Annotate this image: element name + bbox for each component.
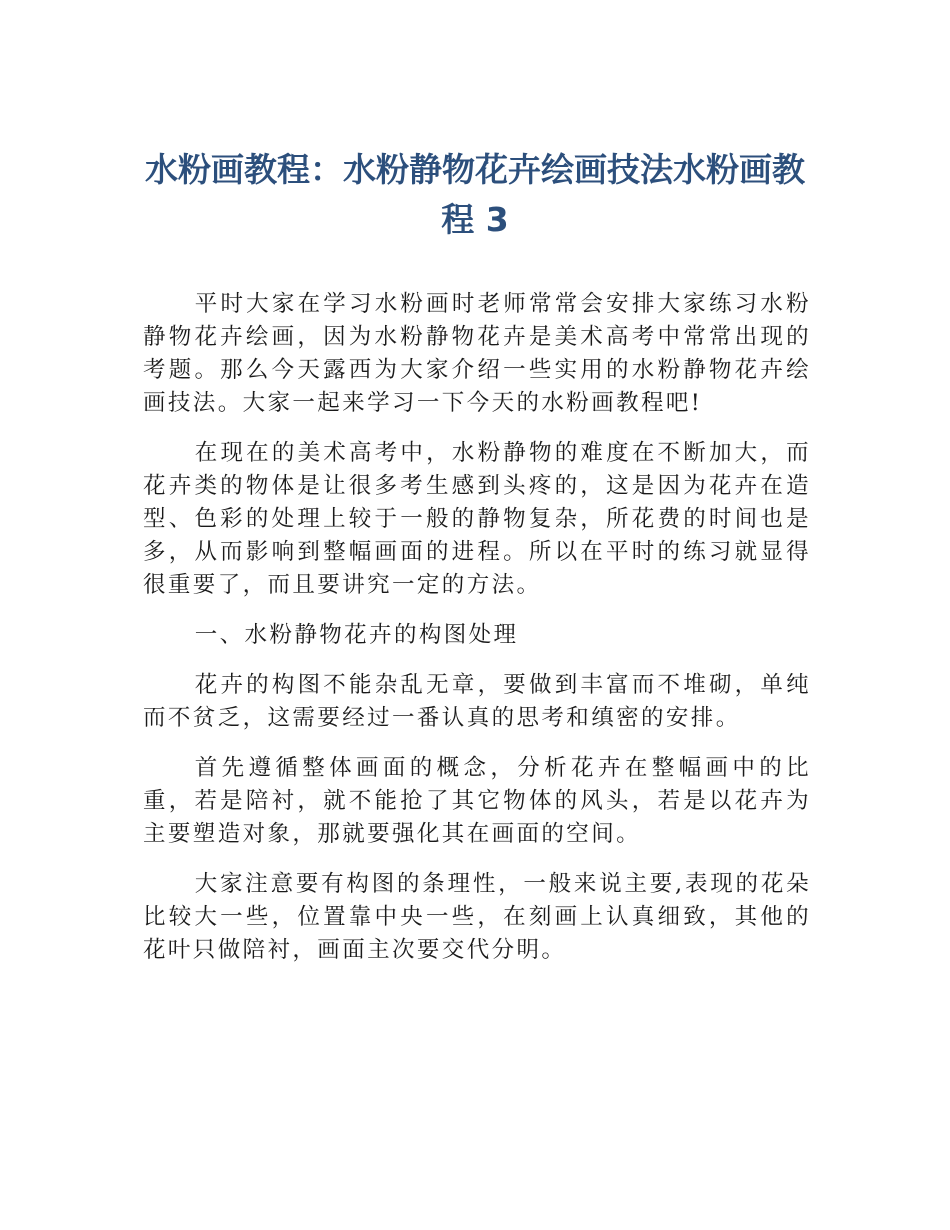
paragraph-context: 在现在的美术高考中，水粉静物的难度在不断加大，而花卉类的物体是让很多考生感到头疼的，这是因为花卉在造型、色彩的处理上较于一般的静物复杂，所花费的时间也是多，从而影响到整幅画面的进程。所以在平时的练习就显得很重要了，而且要讲究一定的方法。 — [143, 440, 811, 598]
paragraph-intro: 平时大家在学习水粉画时老师常常会安排大家练习水粉静物花卉绘画，因为水粉静物花卉是美术高考中常常出现的考题。那么今天露西为大家介绍一些实用的水粉静物花卉绘画技法。大家一起来学习一下今天的水粉画教程吧! — [143, 291, 811, 416]
article-body — [143, 288, 811, 984]
paragraph-composition-order: 大家注意要有构图的条理性，一般来说主要,表现的花朵比较大一些，位置靠中央一些，在刻画上认真细致，其他的花叶只做陪衬，画面主次要交代分明。 — [143, 871, 811, 963]
section-heading-composition: 一、水粉静物花卉的构图处理 — [194, 622, 519, 648]
paragraph-composition-principle: 花卉的构图不能杂乱无章，要做到丰富而不堆砌，单纯而不贫乏，这需要经过一番认真的思考和缜密的安排。 — [143, 672, 811, 731]
paragraph-overall-concept: 首先遵循整体画面的概念，分析花卉在整幅画中的比重，若是陪衬，就不能抢了其它物体的风头，若是以花卉为主要塑造对象，那就要强化其在画面的空间。 — [143, 755, 811, 847]
page-title: 水粉画教程：水粉静物花卉绘画技法水粉画教程 3 — [145, 150, 805, 239]
